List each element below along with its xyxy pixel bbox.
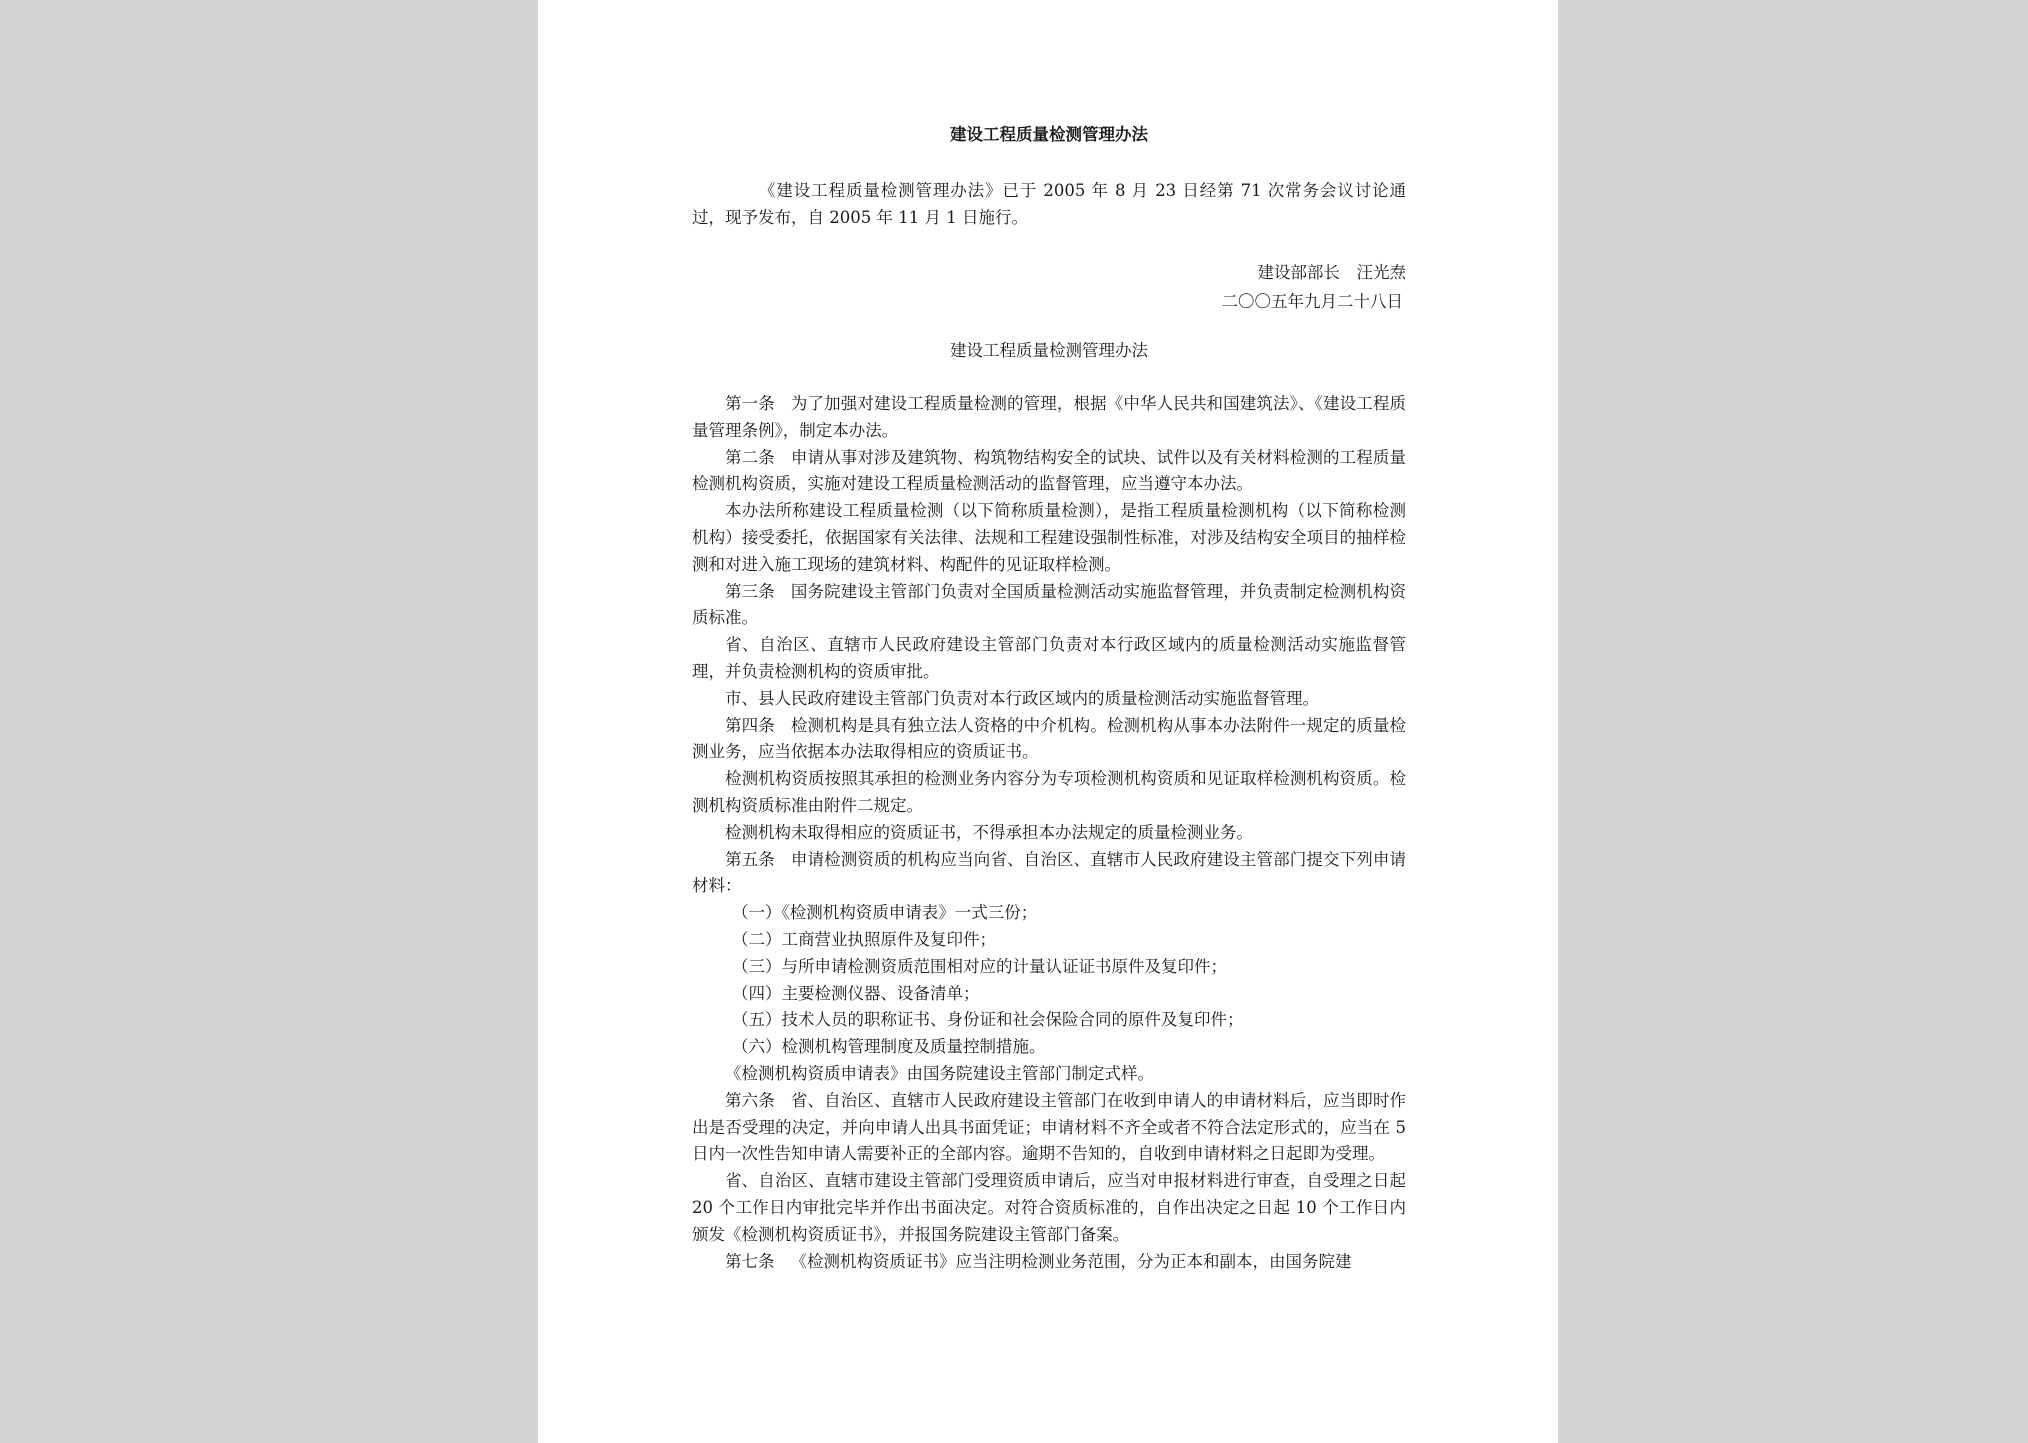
article-text: 检测机构未取得相应的资质证书，不得承担本办法规定的质量检测业务。: [725, 822, 1253, 842]
article-text: 本办法所称建设工程质量检测（以下简称质量检测），是指工程质量检测机构（以下简称检测机构）接受委托，依据国家有关法律、法规和工程建设强制性标准，对涉及结构安全项目的抽样检测和对进入施工现场的建筑材料、构配件的见证取样检测。: [692, 501, 1406, 574]
article-text: 市、县人民政府建设主管部门负责对本行政区域内的质量检测活动实施监督管理。: [725, 688, 1319, 708]
article-number: 第六条: [725, 1090, 775, 1110]
article-paragraph: [692, 579, 1406, 633]
article-paragraph: [692, 498, 1406, 578]
article-text: 检测机构是具有独立法人资格的中介机构。检测机构从事本办法附件一规定的质量检测业务，应当依据本办法取得相应的资质证书。: [692, 715, 1407, 762]
article-paragraph: [692, 713, 1406, 767]
list-item: （三）与所申请检测资质范围相对应的计量认证证书原件及复印件；: [732, 956, 1227, 976]
article-paragraph: [692, 686, 1406, 713]
list-item: （一）《检测机构资质申请表》一式三份；: [732, 903, 1038, 923]
article-number: 第三条: [725, 581, 775, 601]
article-paragraph: [692, 391, 1406, 445]
list-item: （六）检测机构管理制度及质量控制措施。: [732, 1037, 1046, 1057]
article-paragraph: [692, 1168, 1406, 1248]
article-paragraph: [692, 847, 1406, 901]
article-paragraph: [692, 445, 1406, 499]
document-body: [692, 391, 1406, 1275]
document-page: [538, 0, 1558, 1443]
article-paragraph: [692, 1249, 1406, 1276]
list-item: （五）技术人员的职称证书、身份证和社会保险合同的原件及复印件；: [732, 1010, 1244, 1030]
list-item: （二）工商营业执照原件及复印件；: [732, 929, 996, 949]
article-number: 第一条: [725, 394, 775, 413]
article-number: 第七条: [725, 1251, 775, 1271]
signature-block: [1222, 258, 1407, 316]
article-text: 《检测机构资质证书》应当注明检测业务范围，分为正本和副本，由国务院建: [790, 1251, 1352, 1271]
article-text: 省、自治区、直辖市人民政府建设主管部门在收到申请人的申请材料后，应当即时作出是否受理的决定，并向申请人出具书面凭证；申请材料不齐全或者不符合法定形式的，应当在 5 日内一次性告知申请人需要补正的全部内容。逾期不告知的，自收到申请材料之日起即为受理。: [692, 1090, 1407, 1164]
article-paragraph: [692, 1088, 1406, 1168]
article-text: 申请检测资质的机构应当向省、自治区、直辖市人民政府建设主管部门提交下列申请材料：: [692, 849, 1407, 896]
document-title: 建设工程质量检测管理办法: [950, 125, 1148, 144]
list-item: （四）主要检测仪器、设备清单；: [732, 983, 980, 1003]
article-number: 第二条: [725, 447, 775, 467]
intro-paragraph: 《建设工程质量检测管理办法》已于 2005 年 8 月 23 日经第 71 次常务会议讨论通过，现予发布，自 2005 年 11 月 1 日施行。: [692, 181, 1406, 227]
article-paragraph: [692, 820, 1406, 847]
article-number: 第五条: [725, 849, 775, 869]
signature-minister: 建设部部长 汪光焘: [1257, 263, 1406, 282]
article-number: 第四条: [725, 715, 775, 735]
document-subtitle: 建设工程质量检测管理办法: [950, 341, 1148, 360]
article-text: 《检测机构资质申请表》由国务院建设主管部门制定式样。: [725, 1063, 1154, 1083]
article-paragraph: [692, 632, 1406, 686]
article-text: 国务院建设主管部门负责对全国质量检测活动实施监督管理，并负责制定检测机构资质标准。: [692, 581, 1407, 628]
article-text: 申请从事对涉及建筑物、构筑物结构安全的试块、试件以及有关材料检测的工程质量检测机构资质，实施对建设工程质量检测活动的监督管理，应当遵守本办法。: [692, 447, 1407, 494]
article-text: 为了加强对建设工程质量检测的管理，根据《中华人民共和国建筑法》、《建设工程质量管理条例》，制定本办法。: [692, 394, 1406, 440]
signature-date: 二〇〇五年九月二十八日: [1221, 292, 1403, 311]
article-paragraph: [692, 766, 1406, 820]
article-paragraph: [692, 1061, 1406, 1088]
article-text: 省、自治区、直辖市建设主管部门受理资质申请后，应当对申报材料进行审查，自受理之日起 20 个工作日内审批完毕并作出书面决定。对符合资质标准的，自作出决定之日起 10 个工作日内颁发《检测机构资质证书》，并报国务院建设主管部门备案。: [692, 1171, 1406, 1244]
article-text: 省、自治区、直辖市人民政府建设主管部门负责对本行政区域内的质量检测活动实施监督管理，并负责检测机构的资质审批。: [692, 635, 1406, 681]
article-text: 检测机构资质按照其承担的检测业务内容分为专项检测机构资质和见证取样检测机构资质。检测机构资质标准由附件二规定。: [692, 769, 1406, 815]
